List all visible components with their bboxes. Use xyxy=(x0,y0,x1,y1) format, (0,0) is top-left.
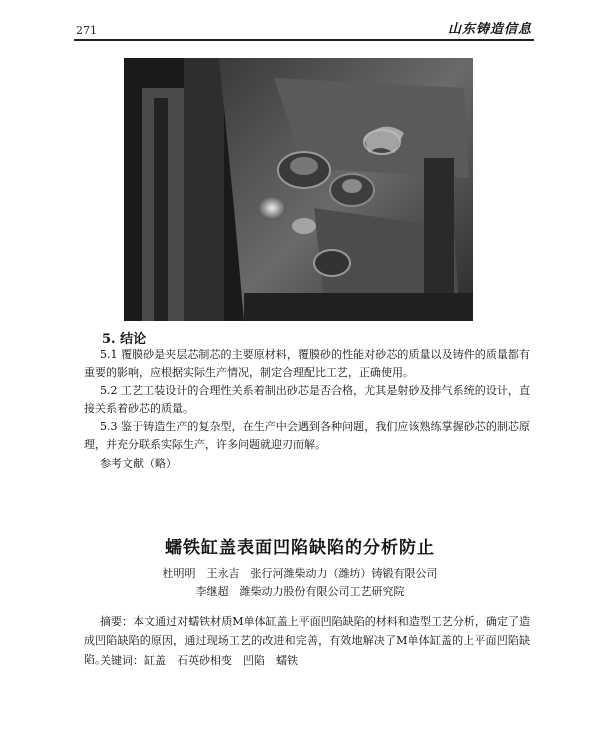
conclusion-heading: 5. 结论 xyxy=(102,332,147,347)
author-line-2: 李继超 潍柴动力股份有限公司工艺研究院 xyxy=(195,585,405,598)
conclusion-paragraph-1: 5.1 覆膜砂是夹层芯制芯的主要原材料，覆膜砂的性能对砂芯的质量以及铸件的质量都有重要的影响，应根据实际生产情况，制定合理配比工艺，正确使用。 xyxy=(84,348,530,379)
author-line-1: 杜明明 王永吉 张行河潍柴动力（潍坊）铸锻有限公司 xyxy=(162,567,438,580)
conclusion-paragraph-2: 5.2 工艺工装设计的合理性关系着制出砂芯是否合格，尤其是射砂及排气系统的设计，直接关系着砂芯的质量。 xyxy=(84,384,530,415)
casting-mold-photo xyxy=(124,58,473,321)
page-number: 271 xyxy=(76,24,97,37)
header-rule xyxy=(74,39,534,41)
conclusion-paragraph-3: 5.3 鉴于铸造生产的复杂型，在生产中会遇到各种问题，我们应该熟练掌握砂芯的制芯原理，并充分联系实际生产，许多问题就迎刃而解。 xyxy=(84,420,530,451)
abstract: 摘要：本文通过对蠕铁材质M单体缸盖上平面凹陷缺陷的材料和造型工艺分析，确定了造成凹陷缺陷的原因，通过现场工艺的改进和完善，有效地解决了M单体缸盖的上平面凹陷缺陷。 xyxy=(84,615,530,666)
article-title: 蠕铁缸盖表面凹陷缺陷的分析防止 xyxy=(165,538,435,558)
keywords: 关键词：缸盖 石英砂相变 凹陷 蠕铁 xyxy=(100,654,298,667)
references-note: 参考文献（略） xyxy=(100,457,177,470)
journal-title: 山东铸造信息 xyxy=(447,22,532,37)
